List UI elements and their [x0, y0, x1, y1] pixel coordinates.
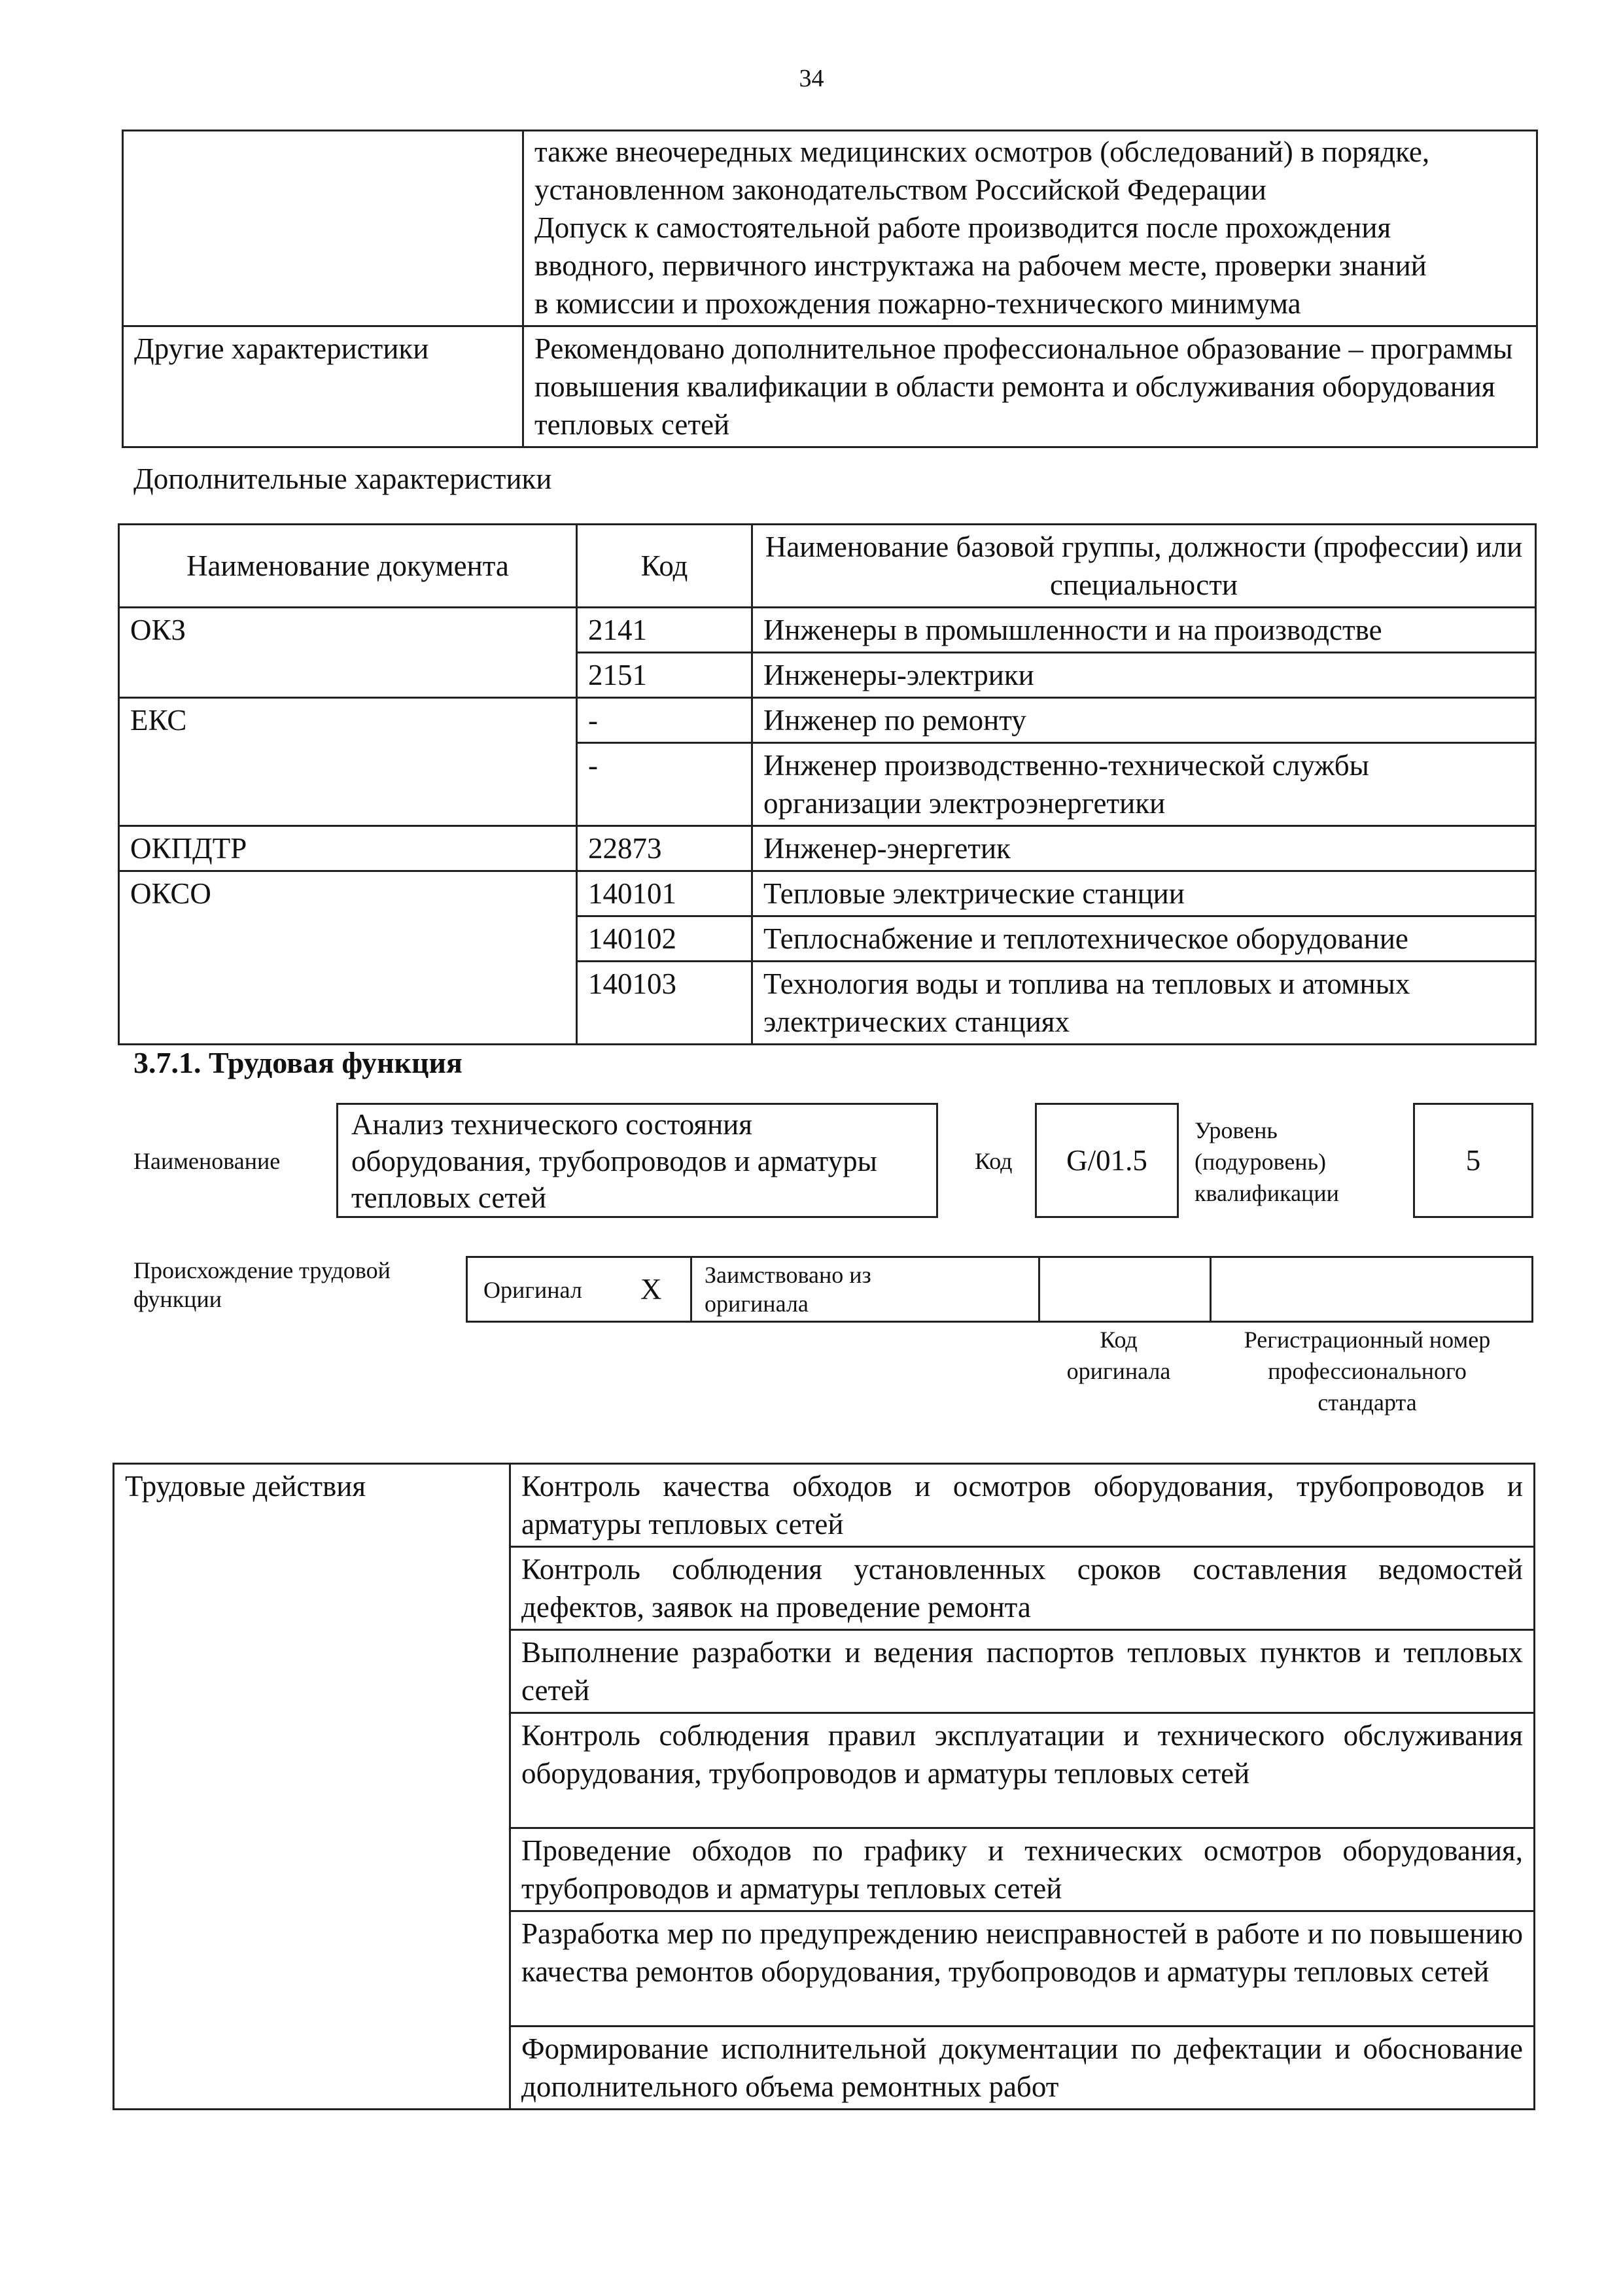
extra-characteristics-table	[118, 523, 1537, 1045]
text-line: вводного, первичного инструктажа на рабочем месте, проверки знаний	[534, 249, 1427, 282]
header-code: Код	[577, 525, 752, 608]
code-original-caption: Код оригинала	[1066, 1327, 1171, 1384]
original-mark: X	[640, 1273, 662, 1306]
text-line: в комиссии и прохождения пожарно-технического минимума	[534, 287, 1301, 320]
action-item: Разработка мер по предупреждению неисправностей в работе и по повышению качества ремонтов оборудования, трубопроводов и арматуры тепловых сетей	[510, 1911, 1535, 2026]
code-cell: 22873	[577, 826, 752, 871]
code-cell: 140103	[577, 962, 752, 1045]
extra-characteristics-title: Дополнительные характеристики	[133, 462, 552, 495]
function-heading: 3.7.1. Трудовая функция	[133, 1046, 462, 1079]
other-characteristics-label: Другие характеристики	[123, 326, 523, 447]
function-name-box	[336, 1103, 938, 1218]
origin-divider-2	[1038, 1258, 1040, 1321]
name-cell: Инженер производственно-технической службы организации электроэнергетики	[752, 743, 1536, 826]
text-line: установленном законодательством Российской Федерации	[534, 173, 1266, 206]
name-cell: Инженеры-электрики	[752, 653, 1536, 698]
origin-boxes	[466, 1256, 1533, 1323]
action-item: Контроль соблюдения установленных сроков составления ведомостей дефектов, заявок на проведение ремонта	[510, 1547, 1535, 1630]
function-code-label: Код	[975, 1148, 1013, 1174]
name-cell: Теплоснабжение и теплотехническое оборудование	[752, 916, 1536, 962]
doc-okpdtr: ОКПДТР	[119, 826, 577, 871]
text-line: также внеочередных медицинских осмотров (обследований) в порядке,	[534, 135, 1430, 168]
qualification-level-box	[1413, 1103, 1533, 1218]
action-item: Проведение обходов по графику и технических осмотров оборудования, трубопроводов и арматуры тепловых сетей	[510, 1828, 1535, 1911]
function-name-label: Наименование	[133, 1148, 281, 1174]
name-cell: Тепловые электрические станции	[752, 871, 1536, 916]
origin-divider-3	[1210, 1258, 1212, 1321]
borrowed-label: Заимствовано из оригинала	[705, 1262, 871, 1317]
qualification-level-label: Уровень (подуровень) квалификации	[1195, 1117, 1339, 1206]
code-cell: -	[577, 743, 752, 826]
top-row1-text-cell	[523, 131, 1537, 326]
name-cell: Инженеры в промышленности и на производстве	[752, 608, 1536, 653]
name-cell: Инженер по ремонту	[752, 698, 1536, 743]
code-cell: 2141	[577, 608, 752, 653]
page-number: 34	[799, 65, 824, 92]
function-code-value: G/01.5	[1066, 1144, 1147, 1177]
code-cell: 140101	[577, 871, 752, 916]
labor-actions-label: Трудовые действия	[114, 1464, 510, 2110]
top-row1-label-cell	[123, 131, 523, 326]
original-label: Оригинал	[483, 1277, 582, 1303]
function-name-value: Анализ технического состояния оборудования, трубопроводов и арматуры тепловых сетей	[351, 1108, 877, 1214]
action-item: Контроль соблюдения правил эксплуатации и технического обслуживания оборудования, трубопроводов и арматуры тепловых сетей	[510, 1713, 1535, 1828]
origin-divider-1	[690, 1258, 692, 1321]
action-item: Выполнение разработки и ведения паспортов тепловых пунктов и тепловых сетей	[510, 1630, 1535, 1713]
code-cell: 140102	[577, 916, 752, 962]
header-doc-name: Наименование документа	[119, 525, 577, 608]
other-characteristics-text: Рекомендовано дополнительное профессиональное образование – программы повышения квалификации в области ремонта и обслуживания оборудования тепловых сетей	[523, 326, 1537, 447]
name-cell: Технология воды и топлива на тепловых и атомных электрических станциях	[752, 962, 1536, 1045]
origin-label: Происхождение трудовой функции	[133, 1257, 391, 1312]
top-characteristics-table	[122, 130, 1538, 448]
labor-actions-table	[113, 1463, 1535, 2110]
qualification-level-value: 5	[1465, 1144, 1481, 1177]
action-item: Формирование исполнительной документации по дефектации и обоснование дополнительного объема ремонтных работ	[510, 2026, 1535, 2110]
header-group-name: Наименование базовой группы, должности (профессии) или специальности	[752, 525, 1536, 608]
function-code-box	[1035, 1103, 1179, 1218]
text-line: Допуск к самостоятельной работе производится после прохождения	[534, 211, 1391, 244]
action-item: Контроль качества обходов и осмотров оборудования, трубопроводов и арматуры тепловых сетей	[510, 1464, 1535, 1547]
code-cell: 2151	[577, 653, 752, 698]
doc-okz: ОКЗ	[119, 608, 577, 698]
doc-eks: ЕКС	[119, 698, 577, 826]
registration-number-caption: Регистрационный номер профессионального стандарта	[1244, 1327, 1491, 1416]
name-cell: Инженер-энергетик	[752, 826, 1536, 871]
code-cell: -	[577, 698, 752, 743]
doc-okso: ОКСО	[119, 871, 577, 1045]
